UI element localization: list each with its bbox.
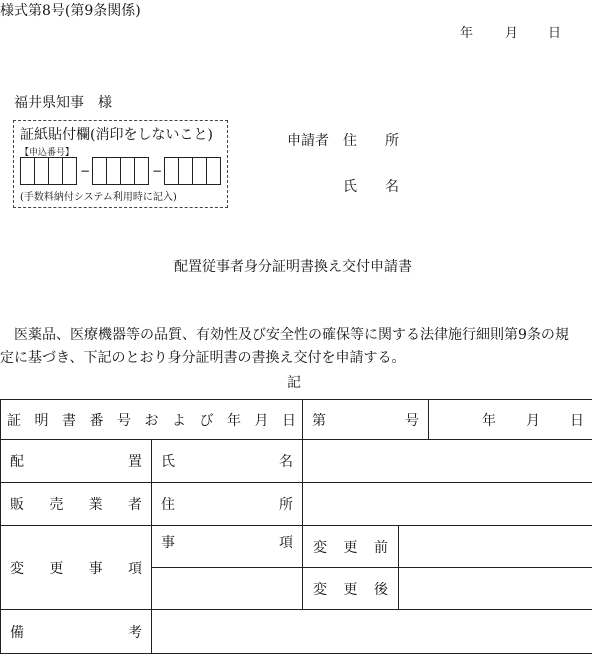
number-cell bbox=[178, 157, 193, 185]
date-day-label: 日 bbox=[548, 22, 561, 41]
table-row bbox=[1, 526, 592, 568]
applicant-name-label: 氏 名 bbox=[343, 176, 399, 196]
hanbai-gyosha-label-cell: 販 売 業 者 bbox=[1, 483, 152, 526]
form-table bbox=[0, 399, 592, 654]
separator-dash: − bbox=[80, 164, 90, 178]
number-cell bbox=[106, 157, 121, 185]
henko-jiko-label-cell: 変 更 事 項 bbox=[1, 526, 152, 610]
table-row bbox=[1, 610, 592, 654]
application-number-label: 【申込番号】 bbox=[20, 145, 74, 158]
cert-number-cell[interactable] bbox=[303, 400, 429, 440]
date-year-label: 年 bbox=[460, 22, 473, 41]
haichi-label-cell: 配 置 bbox=[1, 440, 152, 483]
ki-heading: 記 bbox=[287, 372, 301, 392]
name-input-cell[interactable] bbox=[303, 440, 592, 483]
cert-date-field[interactable]: 年 月 日 bbox=[429, 410, 592, 430]
body-text-line2: 定に基づき、下記のとおり身分証明書の書換え交付を申請する。 bbox=[0, 347, 405, 367]
address-label-cell: 住 所 bbox=[152, 483, 303, 526]
document-title: 配置従事者身分証明書換え交付申請書 bbox=[174, 256, 412, 276]
number-cell bbox=[134, 157, 149, 185]
addressee: 福井県知事 様 bbox=[14, 92, 112, 112]
number-cell bbox=[20, 157, 35, 185]
number-cell bbox=[192, 157, 207, 185]
henko-go-label-cell: 変 更 後 bbox=[303, 568, 399, 610]
number-cell bbox=[164, 157, 179, 185]
applicant-label: 申請者 bbox=[287, 130, 329, 150]
jiko-input-cell[interactable] bbox=[152, 568, 303, 610]
stamp-box-note: (手数料納付システム利用時に記入) bbox=[20, 188, 177, 203]
body-text-line1: 医薬品、医療機器等の品質、有効性及び安全性の確保等に関する法律施行細則第9条の規 bbox=[14, 324, 569, 344]
biko-label-cell: 備 考 bbox=[1, 610, 152, 654]
cert-date-cell[interactable] bbox=[429, 400, 592, 440]
henko-mae-input-cell[interactable] bbox=[399, 526, 592, 568]
cert-number-label: 証 明 書 番 号 お よ び 年 月 日 bbox=[1, 410, 302, 430]
cert-number-label-cell bbox=[1, 400, 303, 440]
stamp-box-title: 証紙貼付欄(消印をしないこと) bbox=[20, 124, 213, 144]
application-number-cells-2 bbox=[92, 157, 148, 185]
number-cell bbox=[120, 157, 135, 185]
table-row bbox=[1, 440, 592, 483]
name-label-cell: 氏 名 bbox=[152, 440, 303, 483]
number-cell bbox=[206, 157, 221, 185]
henko-mae-label-cell: 変 更 前 bbox=[303, 526, 399, 568]
number-cell bbox=[48, 157, 63, 185]
henko-go-input-cell[interactable] bbox=[399, 568, 592, 610]
number-cell bbox=[62, 157, 77, 185]
revenue-stamp-box bbox=[13, 120, 228, 208]
address-input-cell[interactable] bbox=[303, 483, 592, 526]
table-row bbox=[1, 483, 592, 526]
cert-number-field[interactable]: 第 号 bbox=[303, 410, 428, 430]
number-cell bbox=[34, 157, 49, 185]
form-number: 様式第8号(第9条関係) bbox=[0, 0, 141, 20]
table-row bbox=[1, 400, 592, 440]
biko-input-cell[interactable] bbox=[152, 610, 592, 654]
jiko-label-cell: 事 項 bbox=[152, 526, 303, 568]
separator-dash: − bbox=[152, 164, 162, 178]
number-cell bbox=[92, 157, 107, 185]
application-number-cells-1 bbox=[20, 157, 76, 185]
date-month-label: 月 bbox=[505, 22, 518, 41]
application-number-cells-3 bbox=[164, 157, 220, 185]
applicant-address-label: 住 所 bbox=[343, 130, 399, 150]
